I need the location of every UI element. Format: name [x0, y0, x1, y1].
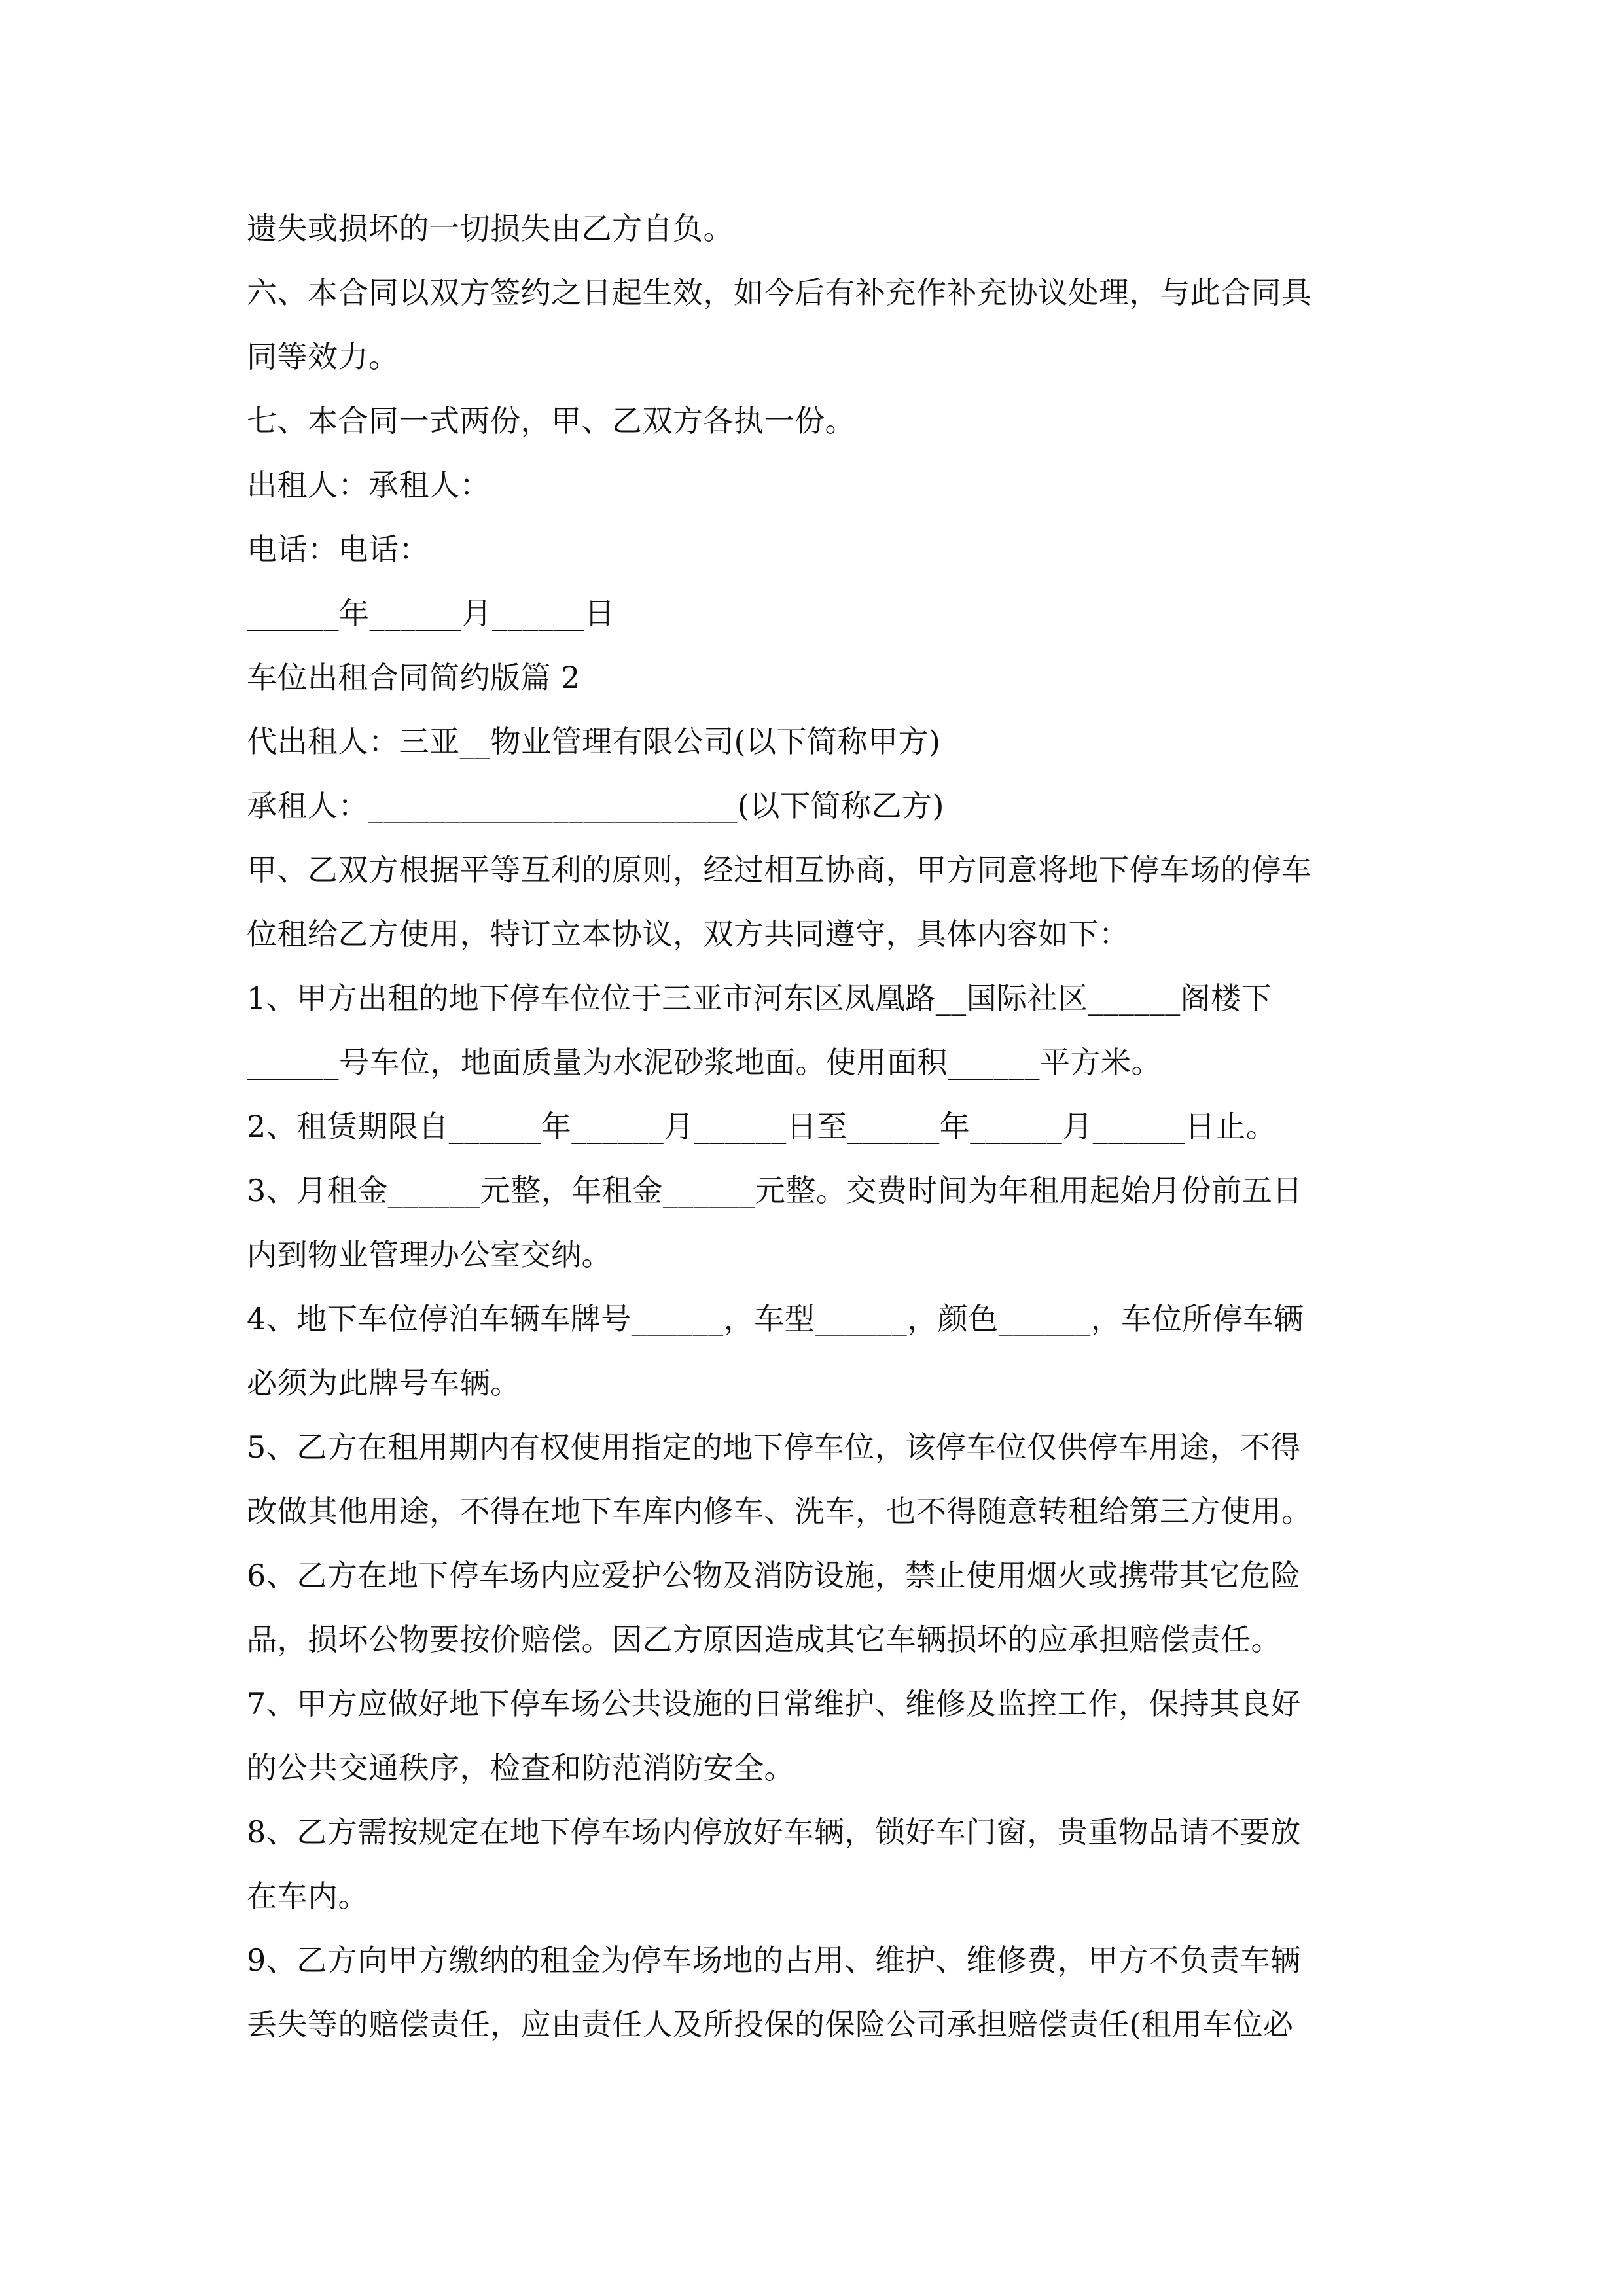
text-line: 2、租赁期限自______年______月______日至______年______月______日止。: [247, 1109, 1277, 1144]
document-body: [247, 196, 1372, 2056]
text-line: 遗失或损坏的一切损失由乙方自负。: [247, 211, 734, 246]
text-line: 六、本合同以双方签约之日起生效，如今后有补充作补充协议处理，与此合同具: [247, 275, 1312, 310]
section-title: 车位出租合同简约版篇 2: [247, 660, 580, 695]
text-line: 丢失等的赔偿责任，应由责任人及所投保的保险公司承担赔偿责任(租用车位必: [247, 2007, 1294, 2042]
text-line: 7、甲方应做好地下停车场公共设施的日常维护、维修及监控工作，保持其良好: [247, 1686, 1301, 1721]
text-line: 必须为此牌号车辆。: [247, 1365, 521, 1401]
text-line: 5、乙方在租用期内有权使用指定的地下停车位，该停车位仅供停车用途，不得: [247, 1429, 1301, 1465]
text-line: 七、本合同一式两份，甲、乙双方各执一份。: [247, 403, 855, 439]
text-line: 3、月租金______元整，年租金______元整。交费时间为年租用起始月份前五日: [247, 1173, 1303, 1208]
text-line: 甲、乙双方根据平等互利的原则，经过相互协商，甲方同意将地下停车场的停车: [247, 852, 1312, 888]
text-line: 改做其他用途，不得在地下车库内修车、洗车，也不得随意转租给第三方使用。: [247, 1494, 1312, 1529]
text-line: 1、甲方出租的地下停车位位于三亚市河东区凤凰路__国际社区______阁楼下: [247, 980, 1272, 1016]
text-line: 内到物业管理办公室交纳。: [247, 1237, 612, 1272]
text-line: 承租人：________________________(以下简称乙方): [247, 788, 944, 823]
date-line: ______年______月______日: [247, 596, 615, 631]
text-line: 出租人：承租人：: [247, 467, 490, 503]
text-line: 8、乙方需按规定在地下停车场内停放好车辆，锁好车门窗，贵重物品请不要放: [247, 1814, 1301, 1850]
text-line: 品，损坏公物要按价赔偿。因乙方原因造成其它车辆损坏的应承担赔偿责任。: [247, 1622, 1281, 1657]
text-line: 4、地下车位停泊车辆车牌号______，车型______，颜色______，车位所停车辆: [247, 1301, 1304, 1336]
text-line: 6、乙方在地下停车场内应爱护公物及消防设施，禁止使用烟火或携带其它危险: [247, 1558, 1301, 1593]
text-line: ______号车位，地面质量为水泥砂浆地面。使用面积______平方米。: [247, 1045, 1162, 1080]
text-line: 位租给乙方使用，特订立本协议，双方共同遵守，具体内容如下：: [247, 916, 1130, 952]
text-line: 9、乙方向甲方缴纳的租金为停车场地的占用、维护、维修费，甲方不负责车辆: [247, 1943, 1301, 1978]
text-line: 电话：电话：: [247, 531, 429, 567]
text-line: 代出租人：三亚__物业管理有限公司(以下简称甲方): [247, 724, 941, 759]
text-line: 同等效力。: [247, 339, 399, 374]
text-line: 在车内。: [247, 1878, 368, 1914]
text-line: 的公共交通秩序，检查和防范消防安全。: [247, 1750, 794, 1785]
